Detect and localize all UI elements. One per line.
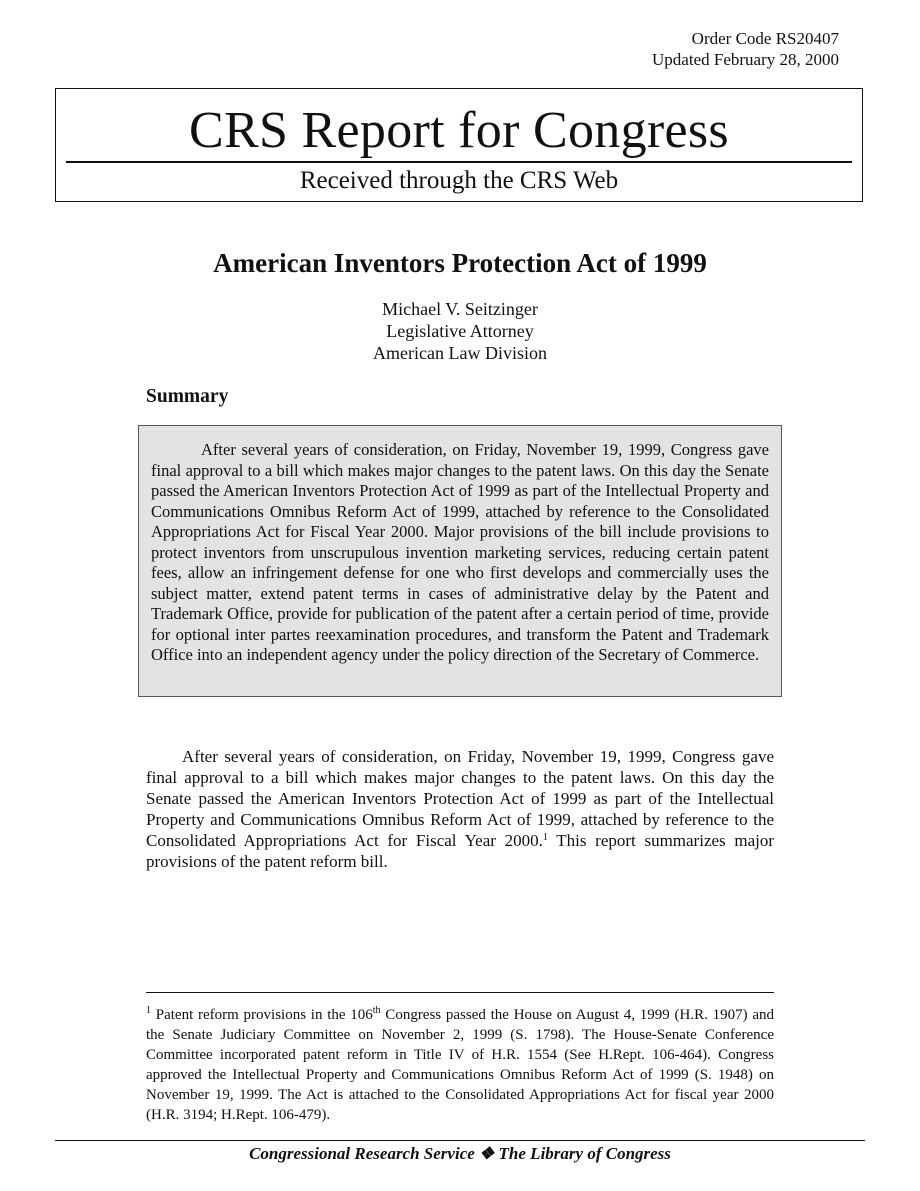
order-code: Order Code RS20407 (691, 29, 839, 48)
footer-library: The Library of Congress (498, 1144, 671, 1163)
report-header-subtitle: Received through the CRS Web (299, 167, 619, 194)
body-text-part1: After several years of consideration, on Friday, November 19, 1999, Congress gave final approval to a bill which makes major changes to the patent laws. On this day the Senate passed the American Inventors Protection Act of 1999 as part of the Intellectual Property and Communications Omnibus Reform Act of 1999, attached by reference to the Consolidated Appropriations Act for Fiscal Year 2000. (146, 747, 774, 850)
page-footer (0, 1143, 920, 1165)
footnote-marker: 1 (146, 1005, 151, 1016)
footnote-text-part1: Patent reform provisions in the 106 (151, 1007, 373, 1023)
footnote-ordinal-suffix: th (372, 1005, 381, 1016)
page-footer-divider (55, 1140, 865, 1141)
footnote-divider (146, 992, 774, 993)
summary-text: After several years of consideration, on Friday, November 19, 1999, Congress gave final approval to a bill which makes major changes to the patent laws. On this day the Senate passed the American Inventors Protection Act of 1999 as part of the Intellectual Property and Communications Omnibus Reform Act of 1999, attached by reference to the Consolidated Appropriations Act for Fiscal Year 2000. Major provisions of the bill include provisions to protect inventors from unscrupulous invention marketing services, reducing certain patent fees, allow an infringement defense for one who first develops and commercially uses the subject matter, extend patent terms in cases of administrative delay by the Patent and Trademark Office, provide for publication of the patent after a certain period of time, provide for optional inter partes reexamination procedures, and transform the Patent and Trademark Office into an independent agency under the policy direction of the Secretary of Commerce. (151, 440, 769, 664)
updated-date: Updated February 28, 2000 (652, 50, 839, 69)
report-header-box (55, 88, 863, 202)
author-block (0, 298, 920, 364)
footnote (146, 1005, 774, 1125)
footnote-text-part2: Congress passed the House on August 4, 1999 (H.R. 1907) and the Senate Judiciary Committee on November 2, 1999 (S. 1798). The House-Senate Conference Committee incorporated patent reform in Title IV of H.R. 1554 (See H.Rept. 106-464). Congress approved the Intellectual Property and Communications Omnibus Reform Act of 1999 (S. 1948) on November 19, 1999. The Act is attached to the Consolidated Appropriations Act for fiscal year 2000 (H.R. 3194; H.Rept. 106-479). (146, 1007, 774, 1123)
footer-crs: Congressional Research Service (249, 1144, 475, 1163)
footnote-reference[interactable]: 1 (542, 832, 548, 843)
document-title: American Inventors Protection Act of 1999 (213, 248, 707, 278)
author-name: Michael V. Seitzinger (382, 299, 538, 319)
order-code-block (652, 28, 839, 70)
report-header-title: CRS Report for Congress (189, 102, 729, 159)
header-divider (66, 161, 852, 163)
body-text-part2: This report summarizes major provisions of the patent reform bill. (146, 831, 774, 871)
footer-separator-icon: ❖ (479, 1144, 495, 1163)
summary-box (138, 425, 782, 697)
author-division: American Law Division (373, 343, 547, 363)
summary-heading: Summary (146, 386, 229, 407)
body-paragraph (146, 746, 774, 872)
author-role: Legislative Attorney (386, 321, 534, 341)
